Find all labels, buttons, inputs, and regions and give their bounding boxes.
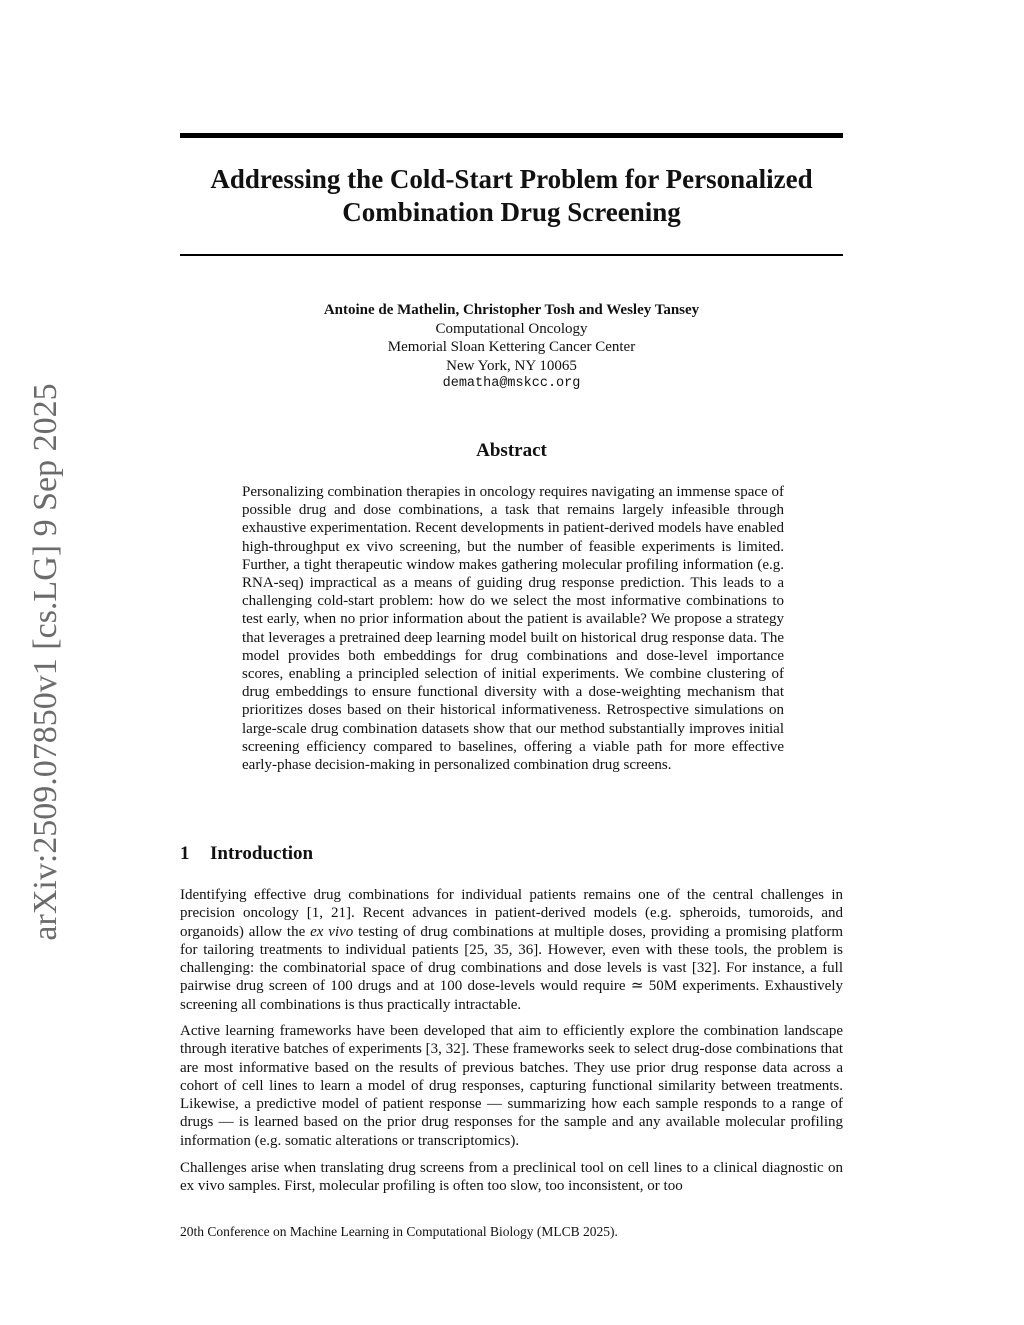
- introduction-paragraph-3: Challenges arise when translating drug screens from a preclinical tool on cell lines to a clinical diagnostic on ex vivo samples. First, molecular profiling is often too slow, too inconsistent, or too: [180, 1160, 843, 1195]
- section-number: 1: [180, 843, 190, 864]
- author-department: Computational Oncology: [435, 320, 588, 337]
- introduction-paragraph-1: [180, 886, 843, 1014]
- paragraph-1-emphasis: ex vivo: [310, 923, 354, 940]
- introduction-paragraph-2: Active learning frameworks have been developed that aim to efficiently explore the combination landscape through iterative batches of experiments [3, 32]. These frameworks seek to select drug-dose combinations that are most informative based on the results of previous batches. They use prior drug response data across a cohort of cell lines to learn a model of drug responses, capturing functional similarity between treatments. Likewise, a predictive model of patient response — summarizing how each sample responds to a range of drugs — is learned based on the prior drug responses for the sample and any available molecular profiling information (e.g. somatic alterations or transcriptomics).: [180, 1023, 843, 1149]
- author-names: Antoine de Mathelin, Christopher Tosh and Wesley Tansey: [323, 302, 700, 318]
- arxiv-identifier-stamp: [18, 379, 74, 945]
- title-bottom-rule: [180, 254, 843, 256]
- title-top-rule: [180, 133, 843, 138]
- paragraph-1-text-b: testing of drug combinations at multiple doses, providing a promising platform for tailoring treatments to individual patients [25, 35, 36]. However, even with these tools, the problem is challenging: the combinatorial space of drug combinations and dose levels is vast [32]. For instance, a full pairwise drug screen of 100 drugs and at 100 dose-levels would require ≃ 50M experiments. Exhaustively screening all combinations is thus practically intractable.: [180, 923, 843, 1013]
- author-affiliation-block: [180, 301, 843, 394]
- author-location: New York, NY 10065: [446, 357, 577, 374]
- conference-footer: 20th Conference on Machine Learning in Computational Biology (MLCB 2025).: [180, 1224, 618, 1239]
- paragraph-1-text-a: Identifying effective drug combinations for individual patients remains one of the central challenges in precision oncology [1, 21]. Recent advances in patient-derived models (e.g. spheroids, tumoroids, and organoids) allow the: [180, 887, 843, 940]
- abstract-text: Personalizing combination therapies in oncology requires navigating an immense space of possible drug and dose combinations, a task that remains largely infeasible through exhaustive experimentation. Recent developments in patient-derived models have enabled high-throughput ex vivo screening, but the number of feasible experiments is limited. Further, a tight therapeutic window makes gathering molecular profiling information (e.g. RNA-seq) impractical as a means of guiding drug response prediction. This leads to a challenging cold-start problem: how do we select the most informative combinations to test early, when no prior information about the patient is available? We propose a strategy that leverages a pretrained deep learning model built on historical drug response data. The model provides both embeddings for drug combinations and dose-level importance scores, enabling a principled selection of initial experiments. We combine clustering of drug embeddings to ensure functional diversity with a dose-weighting mechanism that prioritizes doses based on their historical informativeness. Retrospective simulations on large-scale drug combination datasets show that our method substantially improves initial screening efficiency compared to baselines, offering a viable path for more effective early-phase decision-making in personalized combination drug screens.: [242, 484, 784, 774]
- paper-title: [180, 163, 843, 229]
- abstract-heading: Abstract: [476, 440, 547, 461]
- section-heading-introduction: [180, 843, 313, 865]
- arxiv-identifier-text: arXiv:2509.07850v1 [cs.LG] 9 Sep 2025: [27, 383, 64, 941]
- author-email: dematha@mskcc.org: [442, 376, 581, 391]
- paper-title-line-1: Addressing the Cold-Start Problem for Personalized: [210, 164, 813, 194]
- section-title: Introduction: [210, 843, 314, 864]
- paper-title-line-2: Combination Drug Screening: [342, 197, 681, 227]
- author-institution: Memorial Sloan Kettering Cancer Center: [387, 339, 636, 355]
